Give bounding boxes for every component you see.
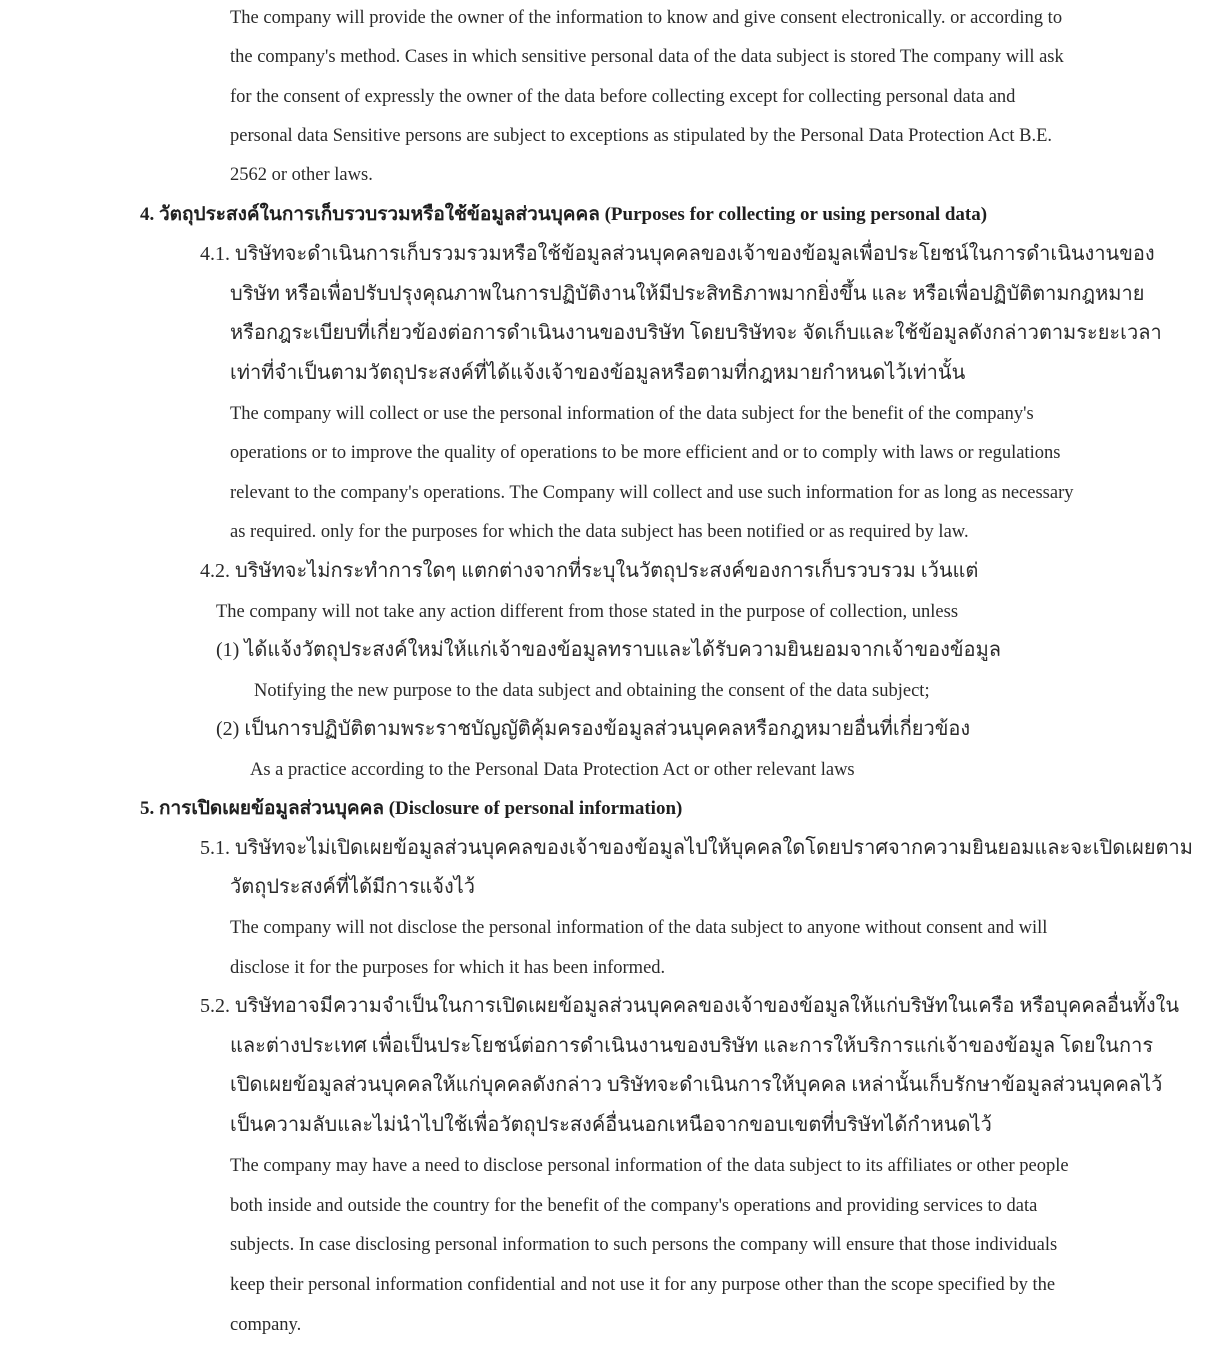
item-4-1-thai-line-1: 4.1. บริษัทจะดำเนินการเก็บรวมรวมหรือใช้ข้อมูลส่วนบุคคลของเจ้าของข้อมูลเพื่อประโยชน์ในการดำเนินงานของ	[200, 243, 1155, 265]
item-5-2-english-line-1: The company may have a need to disclose personal information of the data subject to its affiliates or other people	[230, 1156, 1069, 1176]
item-4-2-english: The company will not take any action different from those stated in the purpose of collection, unless	[216, 602, 959, 622]
item-4-1-english-line-4: as required. only for the purposes for which the data subject has been notified or as required by law.	[230, 522, 969, 542]
item-4-1-english-line-2: operations or to improve the quality of operations to be more efficient and or to comply with laws or regulations	[230, 443, 1061, 463]
item-4-2-sub-2-english: As a practice according to the Personal Data Protection Act or other relevant laws	[250, 760, 855, 780]
intro-line-1: The company will provide the owner of the information to know and give consent electronically. or according to	[230, 8, 1063, 28]
item-5-2-english-line-4: keep their personal information confidential and not use it for any purpose other than the scope specified by the	[230, 1275, 1056, 1295]
item-5-2-thai-line-2: และต่างประเทศ เพื่อเป็นประโยชน์ต่อการดำเนินงานของบริษัท และการให้บริการแก่เจ้าของข้อมูล โดยในการ	[230, 1035, 1154, 1057]
section-5-heading-thai: 5. การเปิดเผยข้อมูลส่วนบุคคล	[140, 798, 384, 819]
item-4-1-english-line-3: relevant to the company's operations. The Company will collect and use such information for as long as necessary	[230, 483, 1074, 503]
item-5-2-thai-line-4: เป็นความลับและไม่นำไปใช้เพื่อวัตถุประสงค์อื่นนอกเหนือจากขอบเขตที่บริษัทได้กำหนดไว้	[230, 1114, 992, 1136]
item-4-2-thai: 4.2. บริษัทจะไม่กระทำการใดๆ แตกต่างจากที่ระบุในวัตถุประสงค์ของการเก็บรวบรวม เว้นแต่	[200, 560, 979, 582]
intro-line-5: 2562 or other laws.	[230, 165, 373, 185]
section-4-heading	[140, 203, 987, 227]
intro-line-3: for the consent of expressly the owner of the data before collecting except for collecting personal data and	[230, 87, 1016, 107]
section-4-heading-english: (Purposes for collecting or using personal data)	[604, 204, 988, 225]
item-5-2-english-line-5: company.	[230, 1315, 302, 1335]
item-4-1-thai-line-4: เท่าที่จำเป็นตามวัตถุประสงค์ที่ได้แจ้งเจ้าของข้อมูลหรือตามที่กฎหมายกำหนดไว้เท่านั้น	[230, 362, 966, 384]
item-4-2-sub-1-english: Notifying the new purpose to the data subject and obtaining the consent of the data subject;	[254, 681, 930, 701]
item-5-1-thai-line-2: วัตถุประสงค์ที่ได้มีการแจ้งไว้	[230, 876, 476, 898]
item-4-2-sub-1-thai: (1) ได้แจ้งวัตถุประสงค์ใหม่ให้แก่เจ้าของข้อมูลทราบและได้รับความยินยอมจากเจ้าของข้อมูล	[216, 639, 1002, 661]
item-5-1-thai-line-1: 5.1. บริษัทจะไม่เปิดเผยข้อมูลส่วนบุคคลของเจ้าของข้อมูลไปให้บุคคลใดโดยปราศจากความยินยอมและจะเปิดเผยตาม	[200, 837, 1193, 859]
section-5-heading	[140, 797, 682, 821]
item-5-2-thai-line-3: เปิดเผยข้อมูลส่วนบุคคลให้แก่บุคคลดังกล่าว บริษัทจะดำเนินการให้บุคคล เหล่านั้นเก็บรักษาข้อมูลส่วนบุคคลไว้	[230, 1074, 1163, 1096]
intro-line-4: personal data Sensitive persons are subject to exceptions as stipulated by the Personal Data Protection Act B.E.	[230, 126, 1053, 146]
item-5-2-english-line-3: subjects. In case disclosing personal information to such persons the company will ensure that those individuals	[230, 1235, 1058, 1255]
item-4-2-sub-2-thai: (2) เป็นการปฏิบัติตามพระราชบัญญัติคุ้มครองข้อมูลส่วนบุคคลหรือกฎหมายอื่นที่เกี่ยวข้อง	[216, 718, 971, 740]
item-4-1-thai-line-3: หรือกฎระเบียบที่เกี่ยวข้องต่อการดำเนินงานของบริษัท โดยบริษัทจะ จัดเก็บและใช้ข้อมูลดังกล่าวตามระยะเวลา	[230, 322, 1162, 344]
item-4-1-english-line-1: The company will collect or use the personal information of the data subject for the benefit of the company's	[230, 404, 1034, 424]
item-4-1-thai-line-2: บริษัท หรือเพื่อปรับปรุงคุณภาพในการปฏิบัติงานให้มีประสิทธิภาพมากยิ่งขึ้น และ หรือเพื่อปฏิบัติตามกฎหมาย	[230, 283, 1145, 305]
item-5-2-thai-line-1: 5.2. บริษัทอาจมีความจำเป็นในการเปิดเผยข้อมูลส่วนบุคคลของเจ้าของข้อมูลให้แก่บริษัทในเครือ หรือบุคคลอื่นทั้งใน	[200, 995, 1180, 1017]
item-5-1-english-line-1: The company will not disclose the personal information of the data subject to anyone without consent and will	[230, 918, 1048, 938]
item-5-1-english-line-2: disclose it for the purposes for which it has been informed.	[230, 958, 666, 978]
intro-line-2: the company's method. Cases in which sensitive personal data of the data subject is stored The company will ask	[230, 47, 1064, 67]
section-4-heading-thai: 4. วัตถุประสงค์ในการเก็บรวบรวมหรือใช้ข้อมูลส่วนบุคคล	[140, 204, 600, 225]
item-5-2-english-line-2: both inside and outside the country for the benefit of the company's operations and providing services to data	[230, 1196, 1038, 1216]
section-5-heading-english: (Disclosure of personal information)	[388, 798, 683, 819]
